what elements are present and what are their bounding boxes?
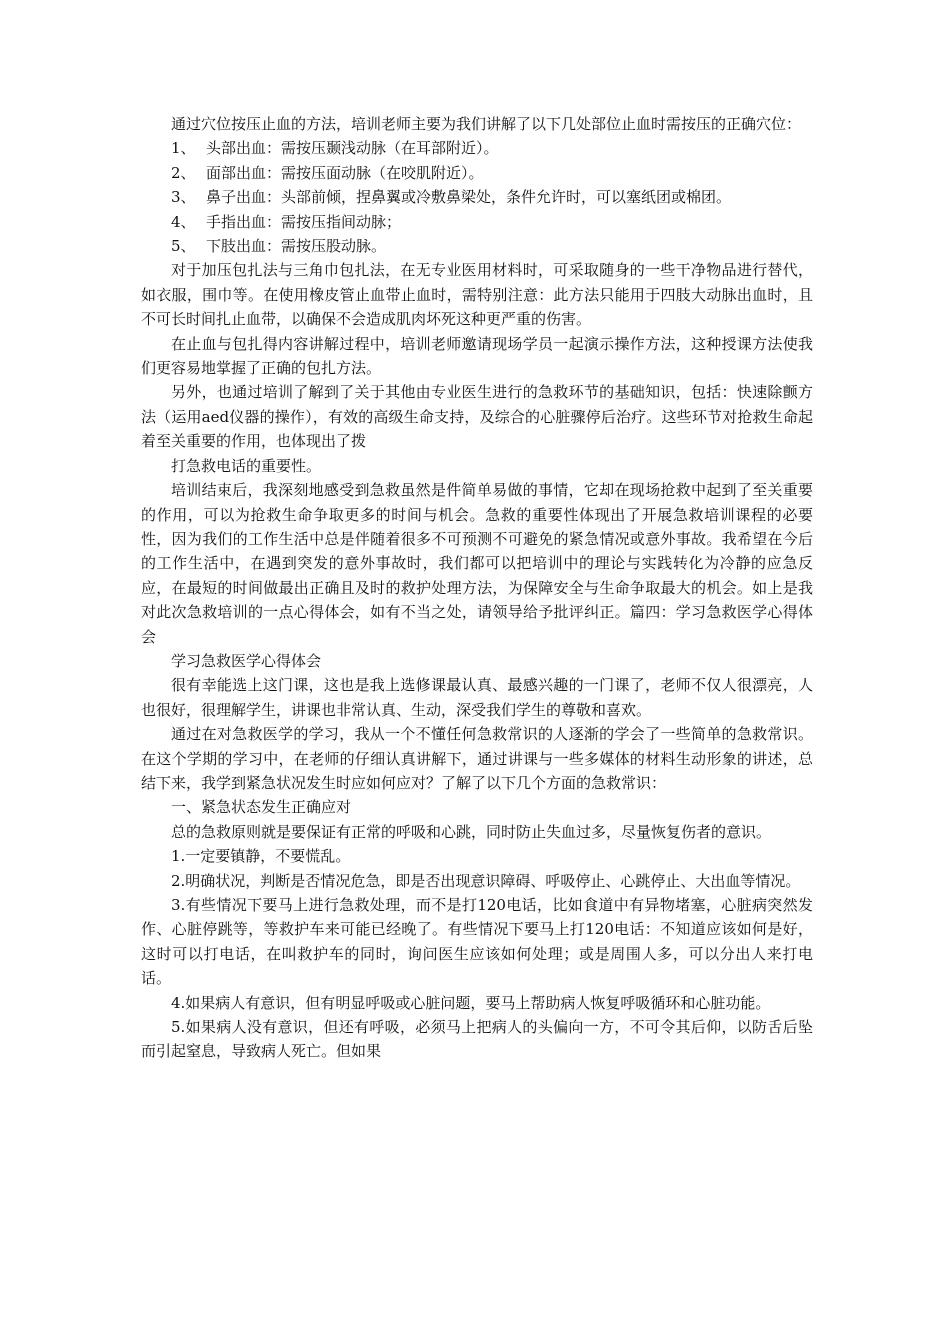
- list-item: [171, 161, 813, 185]
- numbered-point-4: 4.如果病人有意识，但有明显呼吸或心脏问题，要马上帮助病人恢复呼吸循环和心脏功能。: [171, 993, 771, 1012]
- paragraph-emergency-call: 打急救电话的重要性。: [171, 456, 322, 475]
- list-item-number: 3、: [171, 188, 196, 207]
- paragraph-training-reflection: 培训结束后，我深刻地感受到急救虽然是件简单易做的事情，它却在现场抢救中起到了至关重要的作用，可以为抢救生命争取更多的时间与机会。急救的重要性体现出了开展急救培训课程的必要性，因为我们的工作生活中总是伴随着很多不可预测不可避免的紧急情况或意外事故。我希望在今后的工作生活中，在遇到突发的意外事故时，我们都可以把培训中的理论与实践转化为冷静的应急反应，在最短的时间做最出正确且及时的救护处理方法，为保障安全与生命争取最大的机会。如上是我对此次急救培训的一点心得体会，如有不当之处，请领导给予批评纠正。篇四：学习急救医学心得体会: [141, 481, 813, 646]
- list-item-text: 头部出血：需按压颞浅动脉（在耳部附近）。: [206, 139, 499, 158]
- list-item-number: 5、: [171, 237, 196, 256]
- section-title: 学习急救医学心得体会: [171, 651, 322, 670]
- numbered-point-3: 3.有些情况下要马上进行急救处理，而不是打120电话，比如食道中有异物堵塞，心脏病突然发作、心脏停跳等，等救护车来可能已经晚了。有些情况下要马上打120电话：不知道应该如何是好，这时可以打电话，在叫救护车的同时，询问医生应该如何处理；或是周围人多，可以分出人来打电话。: [141, 896, 813, 988]
- list-item: [171, 136, 813, 160]
- paragraph-learning-summary: 通过在对急救医学的学习，我从一个不懂任何急救常识的人逐渐的学会了一些简单的急救常识。在这个学期的学习中，在老师的仔细认真讲解下，通过讲课与一些多媒体的材料生动形象的讲述，总结下来，我学到紧急状况发生时应如何应对？了解了以下几个方面的急救常识：: [141, 725, 813, 792]
- bleeding-point-list: [141, 136, 813, 258]
- subsection-heading: 一、紧急状态发生正确应对: [171, 798, 352, 817]
- paragraph-course-intro: 很有幸能选上这门课，这也是我上选修课最认真、最感兴趣的一门课了，老师不仅人很漂亮，人也很好，很理解学生，讲课也非常认真、生动，深受我们学生的尊敬和喜欢。: [141, 676, 813, 719]
- list-item: [171, 234, 813, 258]
- list-item-number: 2、: [171, 163, 196, 182]
- numbered-point-2: 2.明确状况，判断是否情况危急，即是否出现意识障碍、呼吸停止、心跳停止、大出血等情况。: [171, 871, 801, 890]
- paragraph-bandage: 对于加压包扎法与三角巾包扎法，在无专业医用材料时，可采取随身的一些干净物品进行替代，如衣服，围巾等。在使用橡皮管止血带止血时，需特别注意：此方法只能用于四肢大动脉出血时，且不可长时间扎止血带，以确保不会造成肌肉坏死这种更严重的伤害。: [141, 261, 813, 329]
- paragraph-acupoint-intro: 通过穴位按压止血的方法，培训老师主要为我们讲解了以下几处部位止血时需按压的正确穴位：: [171, 115, 802, 133]
- numbered-point-5: 5.如果病人没有意识，但还有呼吸，必须马上把病人的头偏向一方，不可令其后仰，以防舌后坠而引起窒息，导致病人死亡。但如果: [141, 1018, 813, 1061]
- list-item-text: 鼻子出血：头部前倾，捏鼻翼或冷敷鼻梁处，条件允许时，可以塞纸团或棉团。: [206, 188, 732, 207]
- list-item-number: 4、: [171, 212, 196, 231]
- list-item: [171, 210, 813, 234]
- list-item: [171, 185, 813, 209]
- document-page: [141, 112, 813, 1064]
- numbered-point-1: 1.一定要镇静，不要慌乱。: [171, 847, 351, 866]
- paragraph-demonstration: 在止血与包扎得内容讲解过程中，培训老师邀请现场学员一起演示操作方法，这种授课方法使我们更容易地掌握了正确的包扎方法。: [141, 334, 813, 378]
- list-item-text: 手指出血：需按压指间动脉；: [206, 212, 402, 231]
- paragraph-professional-care: 另外，也通过培训了解到了关于其他由专业医生进行的急救环节的基础知识，包括：快速除颤方法（运用aed仪器的操作），有效的高级生命支持，及综合的心脏骤停后治疗。这些环节对抢救生命起着至关重要的作用，也体现出了拨: [141, 383, 813, 451]
- list-item-number: 1、: [171, 139, 196, 158]
- paragraph-principle: 总的急救原则就是要保证有正常的呼吸和心跳，同时防止失血过多，尽量恢复伤者的意识。: [171, 822, 772, 841]
- list-item-text: 面部出血：需按压面动脉（在咬肌附近）。: [206, 163, 484, 182]
- list-item-text: 下肢出血：需按压股动脉。: [206, 237, 387, 256]
